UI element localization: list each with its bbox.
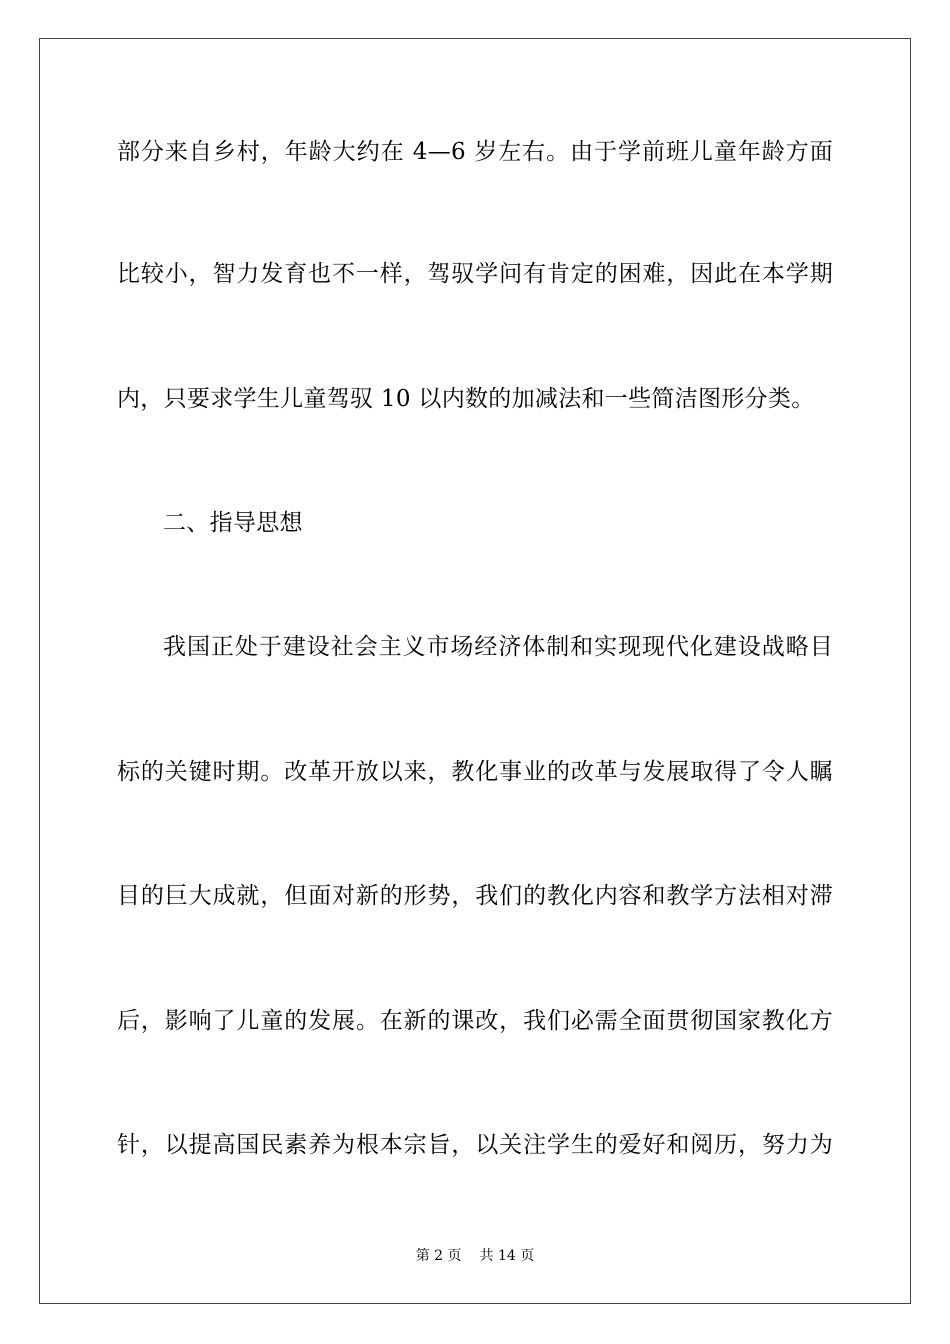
body-text-line-7: 目的巨大成就，但面对新的形势，我们的教化内容和教学方法相对滞 [117,883,833,909]
body-text-line-1: 部分来自乡村，年龄大约在 4—6 岁左右。由于学前班儿童年龄方面 [117,139,833,165]
body-text-line-5: 我国正处于建设社会主义市场经济体制和实现现代化建设战略目 [163,634,833,660]
body-text-line-6: 标的关键时期。改革开放以来，教化事业的改革与发展取得了令人瞩 [117,759,833,785]
body-text-line-9: 针，以提高国民素养为根本宗旨，以关注学生的爱好和阅历，努力为 [117,1132,833,1158]
body-text-line-2: 比较小，智力发育也不一样，驾驭学问有肯定的困难，因此在本学期 [117,261,833,287]
body-text-line-3: 内，只要求学生儿童驾驭 10 以内数的加减法和一些简洁图形分类。 [117,386,815,412]
page-number: 第 2 页 [415,1248,462,1264]
page-footer [0,1246,950,1266]
page-total: 共 14 页 [479,1248,535,1264]
body-text-line-8: 后，影响了儿童的发展。在新的课改，我们必需全面贯彻国家教化方 [117,1008,833,1034]
section-heading: 二、指导思想 [163,510,303,536]
page-border [39,38,911,1304]
